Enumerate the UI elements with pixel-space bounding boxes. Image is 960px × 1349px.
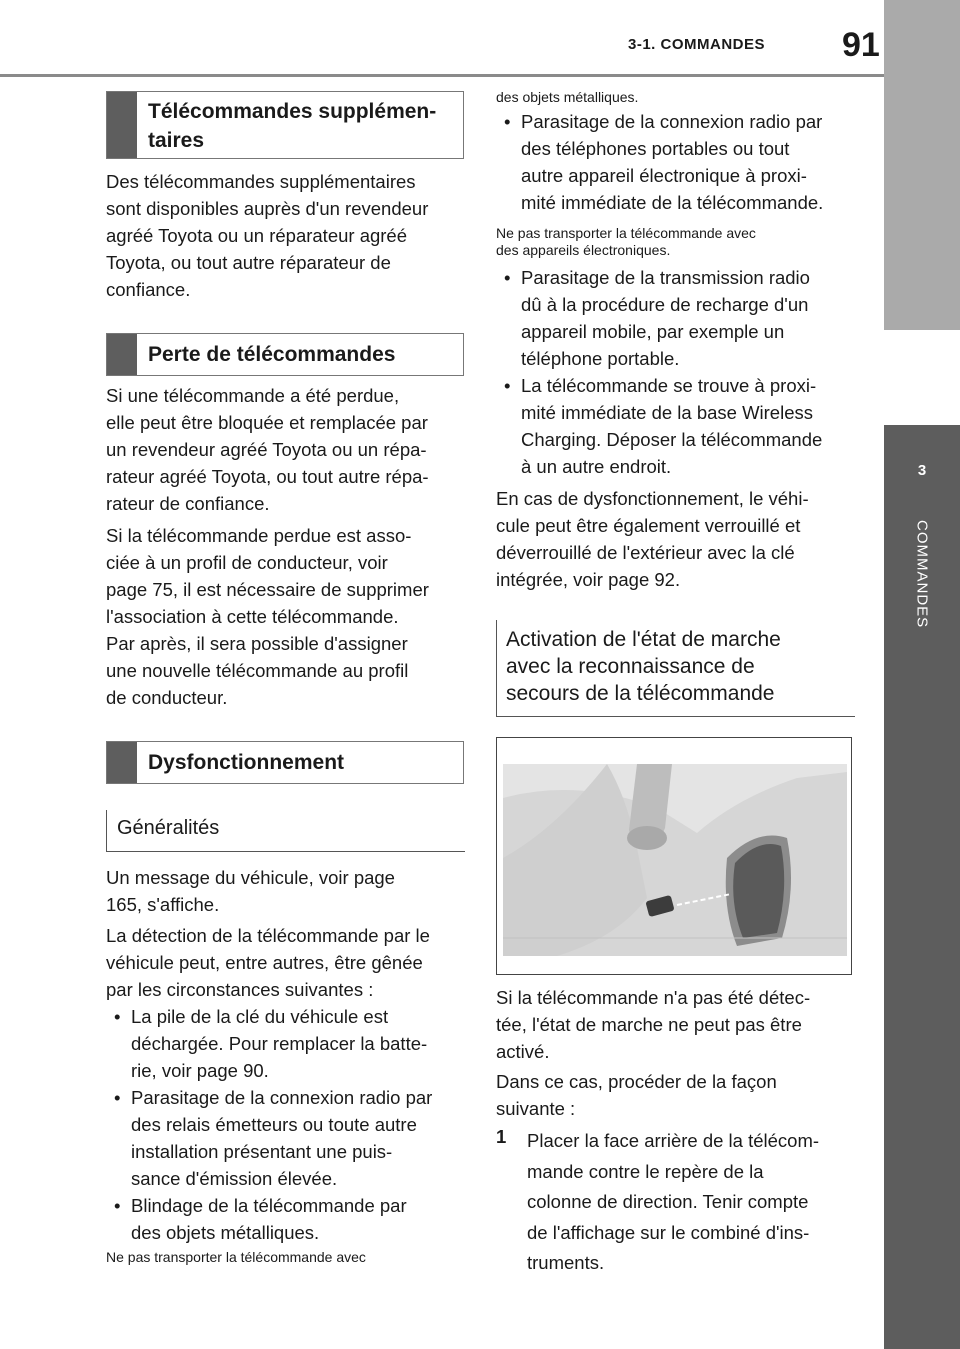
bullet-list-left <box>106 1003 466 1246</box>
paragraph-message: Un message du véhicule, voir page 165, s'affiche. <box>106 867 395 915</box>
step-text: Placer la face arrière de la télécom- mande contre le repère de la colonne de direction. Tenir compte de l'affichage sur le combiné d'ins- truments. <box>527 1130 820 1273</box>
paragraph-perte-1: Si une télécommande a été perdue, elle peut être bloquée et remplacée par un revendeur agréé Toyota ou un répa- rateur agréé Toyota, ou tout autre répa- rateur de confiance. <box>106 385 429 514</box>
paragraph-non-detectee: Si la télécommande n'a pas été détec- tée, l'état de marche ne peut pas être activé. <box>496 987 811 1062</box>
bullet-list-right-1 <box>496 108 856 216</box>
list-item: • Parasitage de la transmission radio dû à la procédure de recharge d'un appareil mobile, par exemple un téléphone portable. <box>504 267 810 369</box>
step-number: 1 <box>496 1126 507 1147</box>
subheading-rule-vertical <box>496 620 497 716</box>
paragraph-cle-integree: En cas de dysfonctionnement, le véhi- cule peut être également verrouillé et déverrouillé de l'extérieur avec la clé intégrée, voir page 92. <box>496 488 809 590</box>
subheading-rule <box>496 716 855 717</box>
note-left: Ne pas transporter la télécommande avec <box>106 1249 366 1265</box>
subheading-rule-vertical <box>106 810 107 852</box>
heading-telecommandes-supplementaires: Télécommandes supplémen- taires <box>106 91 464 159</box>
paragraph-supplementaires: Des télécommandes supplémentaires sont disponibles auprès d'un revendeur agréé Toyota ou un réparateur agréé Toyota, ou tout autre réparateur de confiance. <box>106 171 429 300</box>
heading-dysfonctionnement: Dysfonctionnement <box>106 741 464 784</box>
note-right: Ne pas transporter la télécommande avec des appareils électroniques. <box>496 225 756 258</box>
paragraph-detection: La détection de la télécommande par le véhicule peut, entre autres, être gênée par les circonstances suivantes : <box>106 925 430 1000</box>
heading-perte: Perte de télécommandes <box>106 333 464 376</box>
list-item: • Parasitage de la connexion radio par des téléphones portables ou tout autre appareil électronique à proxi- mité immédiate de la télécommande. <box>504 111 824 213</box>
subheading-generalites: Généralités <box>117 817 220 839</box>
side-tab-upper <box>884 0 960 330</box>
section-title: 3-1. COMMANDES <box>628 36 766 53</box>
bullet-list-right-2 <box>496 264 856 480</box>
paragraph-procedure: Dans ce cas, procéder de la façon suivante : <box>496 1071 777 1119</box>
note-continued: des objets métalliques. <box>496 89 639 105</box>
chapter-label: COMMANDES <box>913 520 931 629</box>
list-item: • Blindage de la télécommande par des objets métalliques. <box>114 1195 407 1243</box>
page-number: 91 <box>842 26 880 64</box>
subheading-activation: Activation de l'état de marche avec la reconnaissance de secours de la télécommande <box>506 628 781 705</box>
chapter-number: 3 <box>884 425 960 590</box>
figure-steering-column <box>496 737 852 975</box>
paragraph-perte-2: Si la télécommande perdue est asso- ciée à un profil de conducteur, voir page 75, il est nécessaire de supprimer l'association à cette télécommande. Par après, il sera possible d'assigner une nouvelle télécommande au profil de conducteur. <box>106 525 429 708</box>
step-1 <box>496 1126 856 1279</box>
list-item: • La pile de la clé du véhicule est déchargée. Pour remplacer la batte- rie, voir page 90. <box>114 1006 428 1081</box>
list-item: • La télécommande se trouve à proxi- mité immédiate de la base Wireless Charging. Déposer la télécommande à un autre endroit. <box>504 375 823 477</box>
subheading-rule <box>106 851 465 852</box>
list-item: • Parasitage de la connexion radio par des relais émetteurs ou toute autre installation présentant une puis- sance d'émission élevée. <box>114 1087 433 1189</box>
header-rule <box>0 74 960 77</box>
steering-column-illustration <box>497 738 852 975</box>
